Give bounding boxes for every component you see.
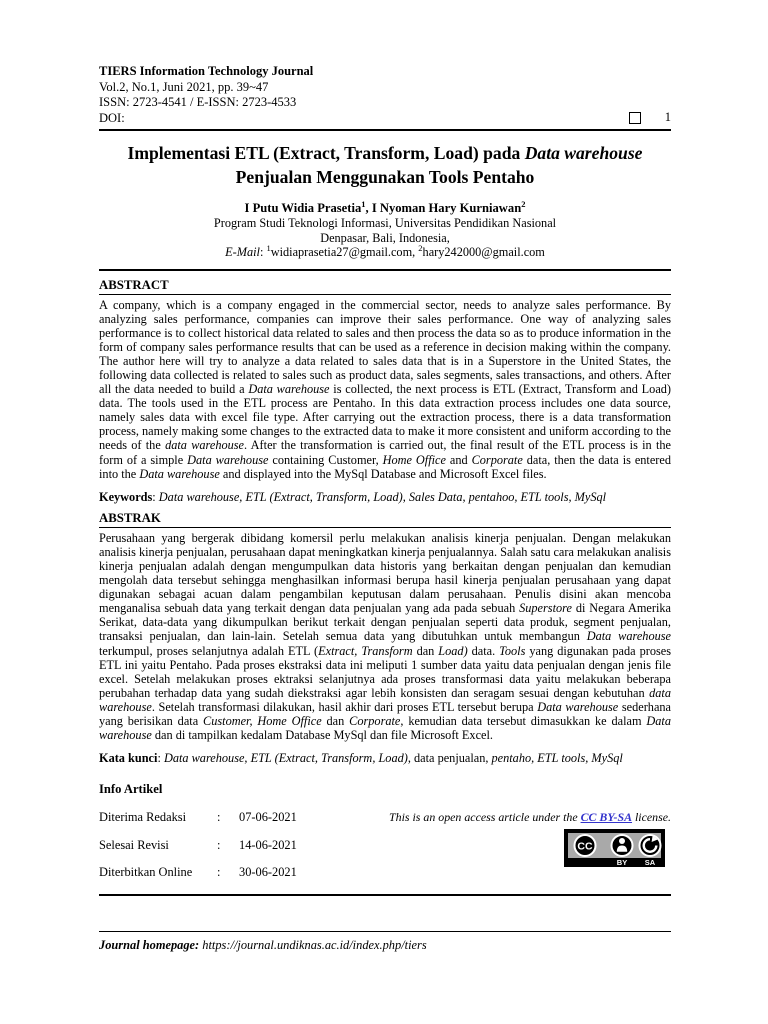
info-row-published	[99, 865, 297, 880]
open-access-note-prefix: This is an open access article under the	[389, 810, 581, 825]
cc-by-sa-badge[interactable]	[564, 829, 665, 867]
info-artikel-heading: Info Artikel	[99, 782, 163, 797]
sa-arrow-icon	[640, 835, 661, 856]
info-value: 14-06-2021	[239, 837, 297, 852]
info-value: 07-06-2021	[239, 810, 297, 825]
volume-issue-line: Vol.2, No.1, Juni 2021, pp. 39~47	[99, 79, 269, 94]
open-access-note	[389, 810, 671, 824]
page-number: 1	[664, 110, 671, 124]
paper-title: Implementasi ETL (Extract, Transform, Load) pada Data warehouse Penjualan Menggunakan Tools Pentaho	[127, 143, 643, 187]
issn-line: ISSN: 2723-4541 / E-ISSN: 2723-4533	[99, 95, 297, 109]
email-line: E-Mail: $^1$widiaprasetia27@gmail.com, $^2$hary242000@gmail.com	[225, 242, 545, 259]
by-label: BY	[616, 858, 628, 868]
article-info-section	[99, 810, 671, 893]
journal-header	[99, 64, 671, 131]
info-colon: :	[217, 865, 221, 880]
info-row-received	[99, 810, 297, 825]
sa-label: SA	[644, 858, 656, 868]
info-label: Diterima Redaksi	[99, 810, 187, 825]
info-label: Selesai Revisi	[99, 837, 169, 852]
divider	[99, 269, 671, 271]
cc-icon	[575, 835, 596, 856]
journal-homepage-footer[interactable]: Journal homepage: https://journal.undiknas.ac.id/index.php/tiers	[99, 931, 671, 953]
abstrak-heading: ABSTRAK	[99, 511, 671, 528]
svg-text:CC: CC	[577, 840, 593, 853]
authors-line: I Putu Widia Prasetia$^1$, I Nyoman Hary Kurniawan$^2$	[244, 198, 526, 215]
divider	[99, 894, 671, 896]
journal-name: TIERS Information Technology Journal	[99, 64, 314, 78]
by-person-icon	[612, 835, 633, 856]
checkbox-icon	[629, 112, 641, 124]
info-colon: :	[217, 810, 221, 825]
abstract-heading: ABSTRACT	[99, 278, 671, 295]
cc-by-sa-link[interactable]: CC BY-SA	[580, 810, 633, 825]
abstrak-body: Perusahaan yang bergerak dibidang komersil perlu melakukan analisis kinerja penjualan. Dengan melakukan analisis kinerja penjualan, perusahaan dapat meningkatkan kinerja penjualannya. Salah satu cara melakukan analisis kinerja penjualan adalah dengan mengumpulkan data historis yang berkaitan dengan penjualan dan kemudian mengolah data tersebut sehingga menghasilkan informasi berupa hasil kinerja penjualan perusahaan yang dapat digunakan sebagai acuan dalam pengambilan keputusan dalam perusahaan. Penulis disini akan mencoba menganalisa sebuah data yang terkait dengan data penjualan yang ada pada sebuah Superstore di Negara Amerika Serikat, data-data yang dikumpulkan berikut terkait dengan penjualan seperti data produk, segment penjualan, transaksi penjualan, dan lain-lain. Setelah semua data yang dibutuhkan untuk membangun Data warehouse terkumpul, proses selanjutnya adalah ETL (Extract, Transform dan Load) data. Tools yang digunakan pada proses ETL ini yaitu Pentaho. Pada proses ekstraksi data ini meliputi 1 sumber data yaitu data penjualan dengan jenis file excel. Setelah melakukan proses ektraksi selanjutnya ada proses transformasi data yaitu melakukan beberapa perubahan terhadap data yang sudah diekstraksi agar lebih konsisten dan seragam sesuai dengan kebutuhan data warehouse. Setelah transformasi dilakukan, hasil akhir dari proses ETL tersebut berupa Data warehouse sederhana yang berisikan data Customer, Home Office dan Corporate, kemudian data tersebut dimasukkan ke dalam Data warehouse dan di tampilkan kedalam Database MySql dan file Microsoft Excel.	[99, 530, 672, 743]
open-access-note-suffix: license.	[632, 810, 671, 825]
abstract-body: A company, which is a company engaged in the commercial sector, needs to analyze sales performance. By analyzing sales performance, companies can improve their sales performance. One way of analyzing sales performance is to collect historical data related to sales and then process the data so as to produce information in the form of company sales performance results that can be used as a reference in decision making within the company. The author here will try to analyze a data related to sales data that is in a Superstore in the United States, the following data collected is related to sales such as product data, sales segments, sales transactions, and others. After all the data needed to build a Data warehouse is collected, the next process is ETL (Extract, Transform and Load) data. The tools used in the ETL process are Pentaho. In this data extraction process includes one data source, namely sales data with excel file type. After carrying out the extraction process, there is a data transformation process, namely making some changes to the extracted data to make it more consistent and uniform according to the needs of the data warehouse. After the transformation is carried out, the final result of the ETL process is in the form of a simple Data warehouse containing Customer, Home Office and Corporate data, then the data is entered into the Data warehouse and displayed into the MySql Database and Microsoft Excel files.	[99, 297, 672, 481]
info-colon: :	[217, 837, 221, 852]
keywords-line: Keywords: Data warehouse, ETL (Extract, Transform, Load), Sales Data, pentahoo, ETL tools, MySql	[99, 489, 607, 504]
info-value: 30-06-2021	[239, 865, 297, 880]
info-label: Diterbitkan Online	[99, 865, 193, 880]
kata-kunci-line: Kata kunci: Data warehouse, ETL (Extract, Transform, Load), data penjualan, pentaho, ETL tools, MySql	[99, 751, 623, 766]
doi-label: DOI:	[99, 110, 125, 125]
info-row-revised	[99, 838, 297, 853]
affiliation-line-1: Program Studi Teknologi Informasi, Universitas Pendidikan Nasional	[213, 216, 557, 230]
affiliation-line-2: Denpasar, Bali, Indonesia,	[320, 230, 450, 245]
